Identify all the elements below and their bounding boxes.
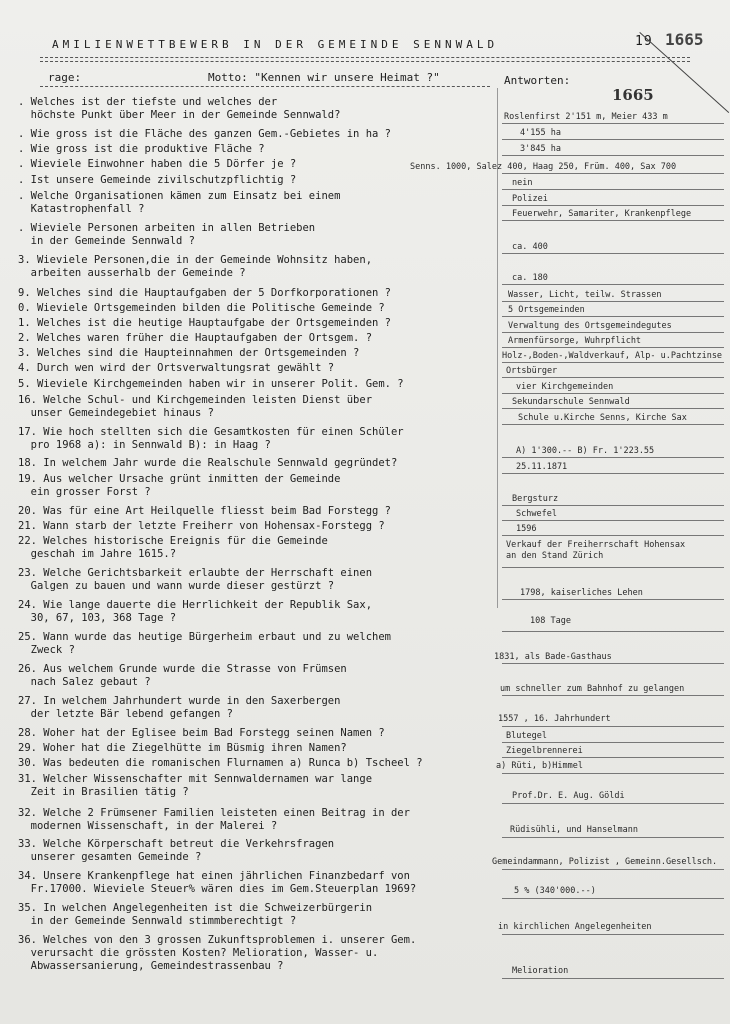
question-19: 19. Aus welcher Ursache grünt inmitten der Gemeinde ein grosser Forst ? xyxy=(18,473,341,498)
question-10: 0. Wieviele Ortsgemeinden bilden die Politische Gemeinde ? xyxy=(18,302,385,314)
answer-rule xyxy=(502,284,724,285)
question-5: . Ist unsere Gemeinde zivilschutzpflichtig ? xyxy=(18,174,297,186)
question-28: 28. Woher hat der Eglisee beim Bad Forstegg seinen Namen ? xyxy=(18,727,385,739)
question-33: 33. Welche Körperschaft betreut die Verkehrsfragen unserer gesamten Gemeinde ? xyxy=(18,838,335,863)
answer-rule xyxy=(502,742,724,743)
answer-1: Roslenfirst 2'151 m, Meier 433 m xyxy=(504,112,668,122)
answer-rule xyxy=(502,695,724,696)
answer-rule xyxy=(502,457,724,458)
answer-rule xyxy=(502,139,724,140)
answer-22b: an den Stand Zürich xyxy=(506,551,604,561)
question-13: 3. Welches sind die Haupteinnahmen der Ortsgemeinden ? xyxy=(18,347,360,359)
question-14: 4. Durch wen wird der Ortsverwaltungsrat gewählt ? xyxy=(18,362,335,374)
answer-rule xyxy=(502,599,724,600)
answer-rule xyxy=(502,978,724,979)
motto-underline xyxy=(40,86,490,87)
answer-rule xyxy=(502,520,724,521)
document-title: AMILIENWETTBEWERB IN DER GEMEINDE SENNWALD xyxy=(52,38,499,51)
question-2: . Wie gross ist die Fläche des ganzen Gem.-Gebietes in ha ? xyxy=(18,128,391,140)
question-15: 5. Wieviele Kirchgemeinden haben wir in unserer Polit. Gem. ? xyxy=(18,378,404,390)
question-20: 20. Was für eine Art Heilquelle fliesst beim Bad Forstegg ? xyxy=(18,505,391,517)
answer-15: vier Kirchgemeinden xyxy=(516,382,614,392)
question-1: . Welches ist der tiefste und welches der höchste Punkt über Meer in der Gemeinde Sennwald? xyxy=(18,96,341,121)
question-34: 34. Unsere Krankenpflege hat einen jährlichen Finanzbedarf von Fr.17000. Wieviele Steuer% wären dies im Gem.Steuerplan 1969? xyxy=(18,870,417,895)
answer-rule xyxy=(502,773,724,774)
answer-rule xyxy=(502,316,724,317)
question-7: . Wieviele Personen arbeiten in allen Betrieben in der Gemeinde Sennwald ? xyxy=(18,222,316,247)
question-16: 16. Welche Schul- und Kirchgemeinden leisten Dienst über unser Gemeindegebiet hinaus ? xyxy=(18,394,373,419)
answer-rule xyxy=(502,757,724,758)
answer-12: Armenfürsorge, Wuhrpflicht xyxy=(508,336,642,346)
question-23: 23. Welche Gerichtsbarkeit erlaubte der Herrschaft einen Galgen zu bauen und wann wurde dieser gestürzt ? xyxy=(18,567,373,592)
answer-7: ca. 400 xyxy=(512,242,548,252)
answer-33: Gemeindammann, Polizist , Gemeinn.Gesellsch. xyxy=(492,857,718,867)
answer-3: 3'845 ha xyxy=(520,144,561,154)
answer-rule xyxy=(502,535,724,536)
question-31: 31. Welcher Wissenschafter mit Sennwaldernamen war lange Zeit in Brasilien tätig ? xyxy=(18,773,373,798)
answer-4: Senns. 1000, Salez 400, Haag 250, Früm. 400, Sax 700 xyxy=(410,162,677,172)
answer-rule xyxy=(502,332,724,333)
question-27: 27. In welchem Jahrhundert wurde in den Saxerbergen der letzte Bär lebend gefangen ? xyxy=(18,695,341,720)
answer-19: Bergsturz xyxy=(512,494,559,504)
answer-2: 4'155 ha xyxy=(520,128,561,138)
question-12: 2. Welches waren früher die Hauptaufgaben der Ortsgem. ? xyxy=(18,332,373,344)
document-year: 19 xyxy=(635,34,653,49)
answer-6b: Feuerwehr, Samariter, Krankenpflege xyxy=(512,209,692,219)
answer-18: 25.11.1871 xyxy=(516,462,568,472)
answer-rule xyxy=(502,377,724,378)
answer-6a: Polizei xyxy=(512,194,548,204)
answer-34: 5 % (340'000.--) xyxy=(514,886,596,896)
answer-21: 1596 xyxy=(516,524,537,534)
questions-column-header: rage: xyxy=(48,71,82,84)
question-24: 24. Wie lange dauerte die Herrlichkeit der Republik Sax, 30, 67, 103, 368 Tage ? xyxy=(18,599,373,624)
answer-rule xyxy=(502,837,724,838)
answer-rule xyxy=(502,726,724,727)
question-30: 30. Was bedeuten die romanischen Flurnamen a) Runca b) Tscheel ? xyxy=(18,757,423,769)
answer-rule xyxy=(502,663,724,664)
answer-26: um schneller zum Bahnhof zu gelangen xyxy=(500,684,685,694)
answer-16a: Sekundarschule Sennwald xyxy=(512,397,630,407)
top-stamp-number: 1665 xyxy=(665,30,704,49)
answer-8: ca. 180 xyxy=(512,273,548,283)
answer-17: A) 1'300.-- B) Fr. 1'223.55 xyxy=(516,446,655,456)
question-26: 26. Aus welchem Grunde wurde die Strasse von Frümsen nach Salez gebaut ? xyxy=(18,663,347,688)
answer-rule xyxy=(502,253,724,254)
answer-rule xyxy=(502,205,724,206)
answer-31: Prof.Dr. E. Aug. Göldi xyxy=(512,791,625,801)
question-8: 3. Wieviele Personen,die in der Gemeinde Wohnsitz haben, arbeiten ausserhalb der Gemeinde ? xyxy=(18,254,373,279)
question-18: 18. In welchem Jahr wurde die Realschule Sennwald gegründet? xyxy=(18,457,398,469)
question-35: 35. In welchen Angelegenheiten ist die Schweizerbürgerin in der Gemeinde Sennwald stimmberechtigt ? xyxy=(18,902,373,927)
question-6: . Welche Organisationen kämen zum Einsatz bei einem Katastrophenfall ? xyxy=(18,190,341,215)
answer-rule xyxy=(502,173,724,174)
answer-27: 1557 , 16. Jahrhundert xyxy=(498,714,611,724)
answer-29: Ziegelbrennerei xyxy=(506,746,583,756)
answer-22a: Verkauf der Freiherrschaft Hohensax xyxy=(506,540,686,550)
answer-11: Verwaltung des Ortsgemeindegutes xyxy=(508,321,672,331)
answer-rule xyxy=(502,567,724,568)
answer-25: 1831, als Bade-Gasthaus xyxy=(494,652,612,662)
answer-rule xyxy=(502,155,724,156)
answer-rule xyxy=(502,898,724,899)
answer-5: nein xyxy=(512,178,533,188)
answer-rule xyxy=(502,189,724,190)
question-21: 21. Wann starb der letzte Freiherr von Hohensax-Forstegg ? xyxy=(18,520,385,532)
answer-rule xyxy=(502,301,724,302)
motto: Motto: "Kennen wir unsere Heimat ?" xyxy=(208,71,440,84)
header-rule-bottom xyxy=(40,61,690,62)
question-3: . Wie gross ist die produktive Fläche ? xyxy=(18,143,265,155)
answer-36: Melioration xyxy=(512,966,569,976)
answer-rule xyxy=(502,220,724,221)
answer-16b: Schule u.Kirche Senns, Kirche Sax xyxy=(518,413,687,423)
answer-13: Holz-,Boden-,Waldverkauf, Alp- u.Pachtzinse xyxy=(502,351,723,361)
question-32: 32. Welche 2 Frümsener Familien leisteten einen Beitrag in der modernen Wissenschaft, in der Malerei ? xyxy=(18,807,410,832)
question-25: 25. Wann wurde das heutige Bürgerheim erbaut und zu welchem Zweck ? xyxy=(18,631,391,656)
answer-32: Rüdisühli, und Hanselmann xyxy=(510,825,638,835)
question-22: 22. Welches historische Ereignis für die Gemeinde geschah im Jahre 1615.? xyxy=(18,535,328,560)
answer-rule xyxy=(502,362,724,363)
answer-rule xyxy=(502,123,724,124)
number-stamp: 1665 xyxy=(612,86,654,104)
answer-30: a) Rüti, b)Himmel xyxy=(496,761,583,771)
answer-23: 1798, kaiserliches Lehen xyxy=(520,588,643,598)
answer-10: 5 Ortsgemeinden xyxy=(508,305,585,315)
header-rule-top xyxy=(40,57,690,58)
answer-rule xyxy=(502,393,724,394)
answer-24: 108 Tage xyxy=(530,616,571,626)
answer-28: Blutegel xyxy=(506,731,547,741)
answer-rule xyxy=(502,408,724,409)
answer-20: Schwefel xyxy=(516,509,557,519)
question-11: 1. Welches ist die heutige Hauptaufgabe der Ortsgemeinden ? xyxy=(18,317,391,329)
answer-35: in kirchlichen Angelegenheiten xyxy=(498,922,652,932)
answer-rule xyxy=(502,934,724,935)
question-4: . Wieviele Einwohner haben die 5 Dörfer je ? xyxy=(18,158,297,170)
answer-rule xyxy=(502,505,724,506)
question-29: 29. Woher hat die Ziegelhütte im Büsmig ihren Namen? xyxy=(18,742,347,754)
answer-rule xyxy=(502,473,724,474)
question-17: 17. Wie hoch stellten sich die Gesamtkosten für einen Schüler pro 1968 a): in Sennwald B): in Haag ? xyxy=(18,426,404,451)
answers-column-header: Antworten: xyxy=(504,74,571,87)
question-9: 9. Welches sind die Hauptaufgaben der 5 Dorfkorporationen ? xyxy=(18,287,391,299)
answer-rule xyxy=(502,347,724,348)
answer-14: Ortsbürger xyxy=(506,366,558,376)
answer-9: Wasser, Licht, teilw. Strassen xyxy=(508,290,662,300)
answer-rule xyxy=(502,631,724,632)
answer-rule xyxy=(502,424,724,425)
question-36: 36. Welches von den 3 grossen Zukunftsproblemen i. unserer Gem. verursacht die grössten Kosten? Melioration, Wasser- u. Abwassersanierung, Gemeindestrassenbau ? xyxy=(18,934,417,972)
answer-rule xyxy=(502,803,724,804)
answer-rule xyxy=(502,869,724,870)
